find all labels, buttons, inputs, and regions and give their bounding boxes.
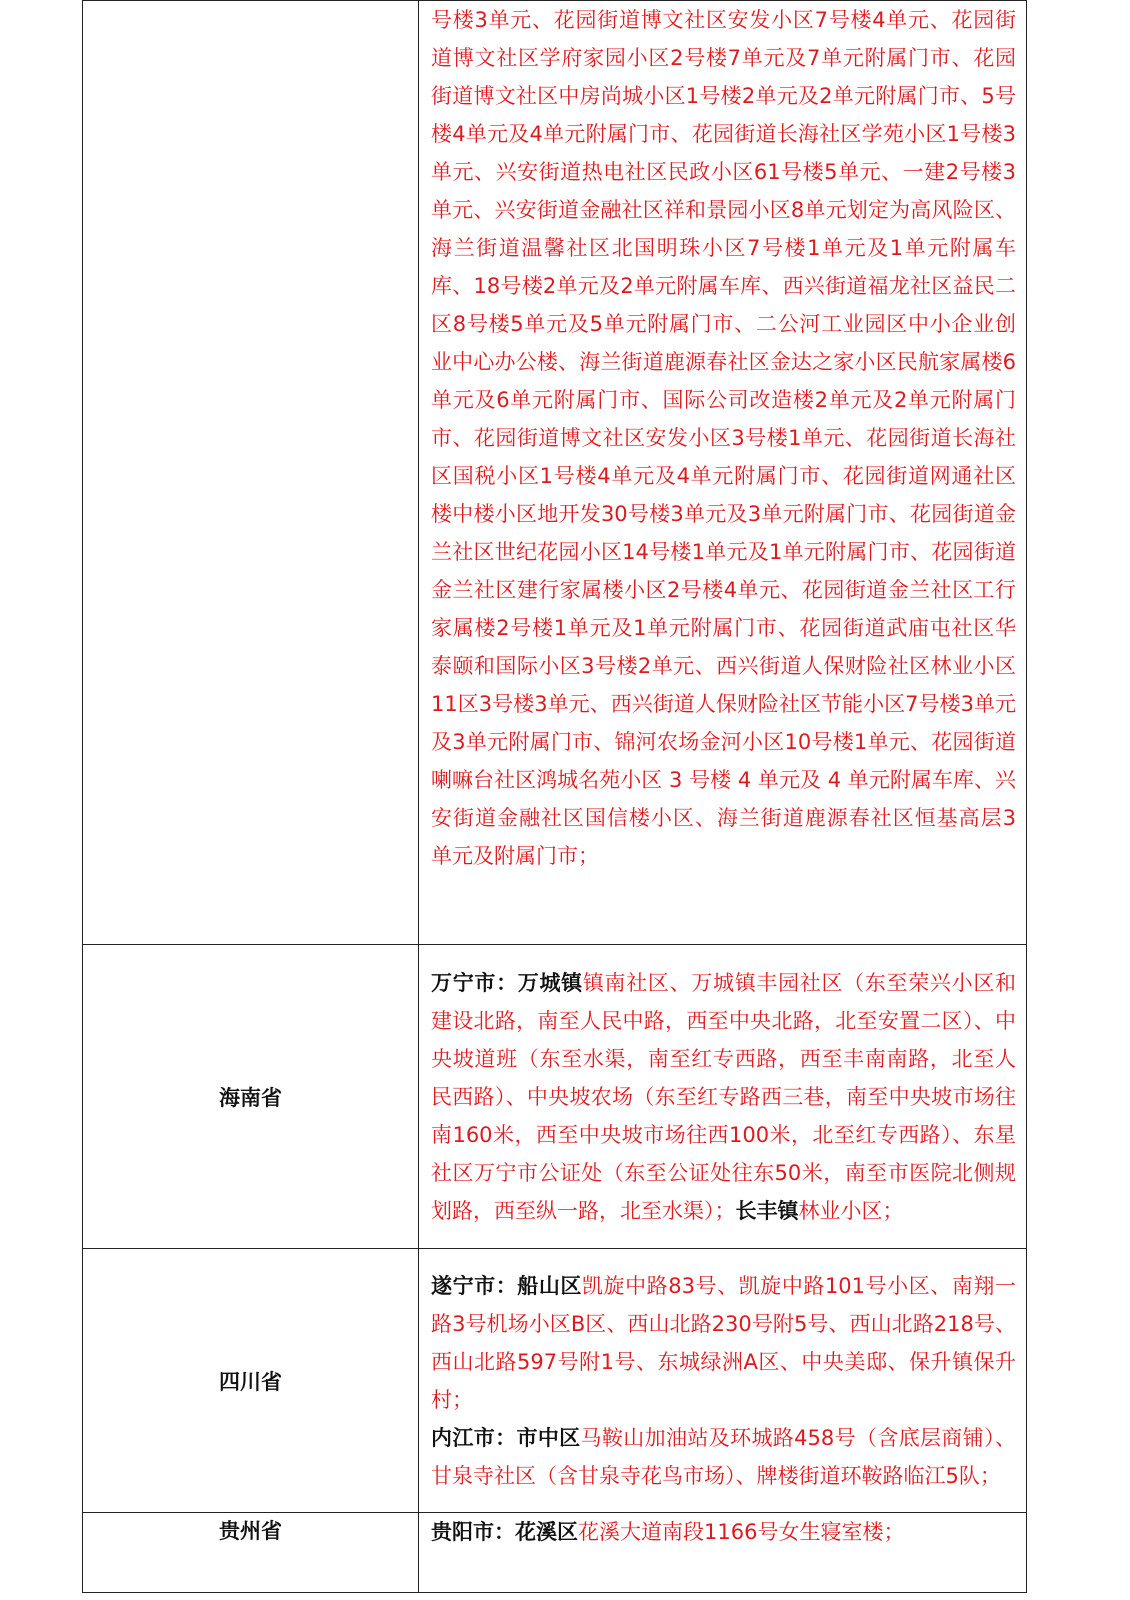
table-row — [83, 945, 1027, 1249]
city-label: 遂宁市： — [431, 1273, 518, 1298]
area-entry — [431, 1419, 1016, 1495]
province-name: 海南省 — [219, 1085, 282, 1110]
area-text: 林业小区； — [798, 1198, 904, 1223]
area-cell — [419, 1249, 1027, 1513]
table-row — [83, 1249, 1027, 1513]
area-text: 马鞍山加油站及环城路458号（含底层商铺）、甘泉寺社区（含甘泉寺花鸟市场）、牌楼街道环鞍路临江5队； — [431, 1425, 1017, 1488]
province-name: 四川省 — [219, 1369, 282, 1394]
area-entry — [431, 1513, 1016, 1551]
district-label: 船山区 — [517, 1273, 582, 1298]
city-label: 贵阳市： — [431, 1520, 515, 1544]
table-row — [83, 1, 1027, 945]
district-label: 万城镇 — [517, 970, 583, 995]
area-entry — [431, 964, 1016, 1230]
risk-area-table — [82, 0, 1027, 1593]
province-cell — [83, 1249, 419, 1513]
area-text: 花溪大道南段1166号女生寝室楼； — [578, 1520, 905, 1544]
province-cell — [83, 945, 419, 1249]
area-text: 凯旋中路83号、凯旋中路101号小区、南翔一路3号机场小区B区、西山北路230号附5号、西山北路218号、西山北路597号附1号、东城绿洲A区、中央美邸、保升镇保升村； — [431, 1273, 1017, 1412]
district-label: 市中区 — [516, 1425, 581, 1450]
province-cell — [83, 1513, 419, 1593]
area-cell — [419, 1, 1027, 945]
province-name: 贵州省 — [219, 1519, 282, 1543]
area-entry — [431, 1267, 1016, 1419]
district-label: 长丰镇 — [735, 1198, 799, 1223]
table-row — [83, 1513, 1027, 1593]
area-cell — [419, 945, 1027, 1249]
area-text: 号楼3单元、花园街道博文社区安发小区7号楼4单元、花园街道博文社区学府家园小区2号楼7单元及7单元附属门市、花园街道博文社区中房尚城小区1号楼2单元及2单元附属门市、5号楼4单元及4单元附属门市、花园街道长海社区学苑小区1号楼3单元、兴安街道热电社区民政小区61号楼5单元、一建2号楼3单元、兴安街道金融社区祥和景园小区8单元划定为高风险区、海兰街道温馨社区北国明珠小区7号楼1单元及1单元附属车库、18号楼2单元及2单元附属车库、西兴街道福龙社区益民二区8号楼5单元及5单元附属门市、二公河工业园区中小企业创业中心办公楼、海兰街道鹿源春社区金达之家小区民航家属楼6单元及6单元附属门市、国际公司改造楼2单元及2单元附属门市、花园街道博文社区安发小区3号楼1单元、花园街道长海社区国税小区1号楼4单元及4单元附属门市、花园街道网通社区楼中楼小区地开发30号楼3单元及3单元附属门市、花园街道金兰社区世纪花园小区14号楼1单元及1单元附属门市、花园街道金兰社区建行家属楼小区2号楼4单元、花园街道金兰社区工行家属楼2号楼1单元及1单元附属门市、花园街道武庙屯社区华泰颐和国际小区3号楼2单元、西兴街道人保财险社区林业小区11区3号楼3单元、西兴街道人保财险社区节能小区7号楼3单元及3单元附属门市、锦河农场金河小区10号楼1单元、花园街道喇嘛台社区鸿城名苑小区 3 号楼 4 单元及 4 单元附属车库、兴安街道金融社区国信楼小区、海兰街道鹿源春社区恒基高层3 单元及附属门市； — [431, 8, 1016, 868]
district-label: 花溪区 — [515, 1520, 578, 1544]
city-label: 万宁市： — [431, 970, 518, 995]
area-cell — [419, 1513, 1027, 1593]
province-cell — [83, 1, 419, 945]
city-label: 内江市： — [431, 1425, 517, 1450]
area-text: 镇南社区、万城镇丰园社区（东至荣兴小区和建设北路，南至人民中路，西至中央北路，北至安置二区）、中央坡道班（东至水渠，南至红专西路，西至丰南南路，北至人民西路）、中央坡农场（东至红专路西三巷，南至中央坡市场往南160米，西至中央坡市场往西100米，北至红专西路）、东星社区万宁市公证处（东至公证处往东50米，南至市医院北侧规划路，西至纵一路，北至水渠）； — [431, 970, 1017, 1223]
